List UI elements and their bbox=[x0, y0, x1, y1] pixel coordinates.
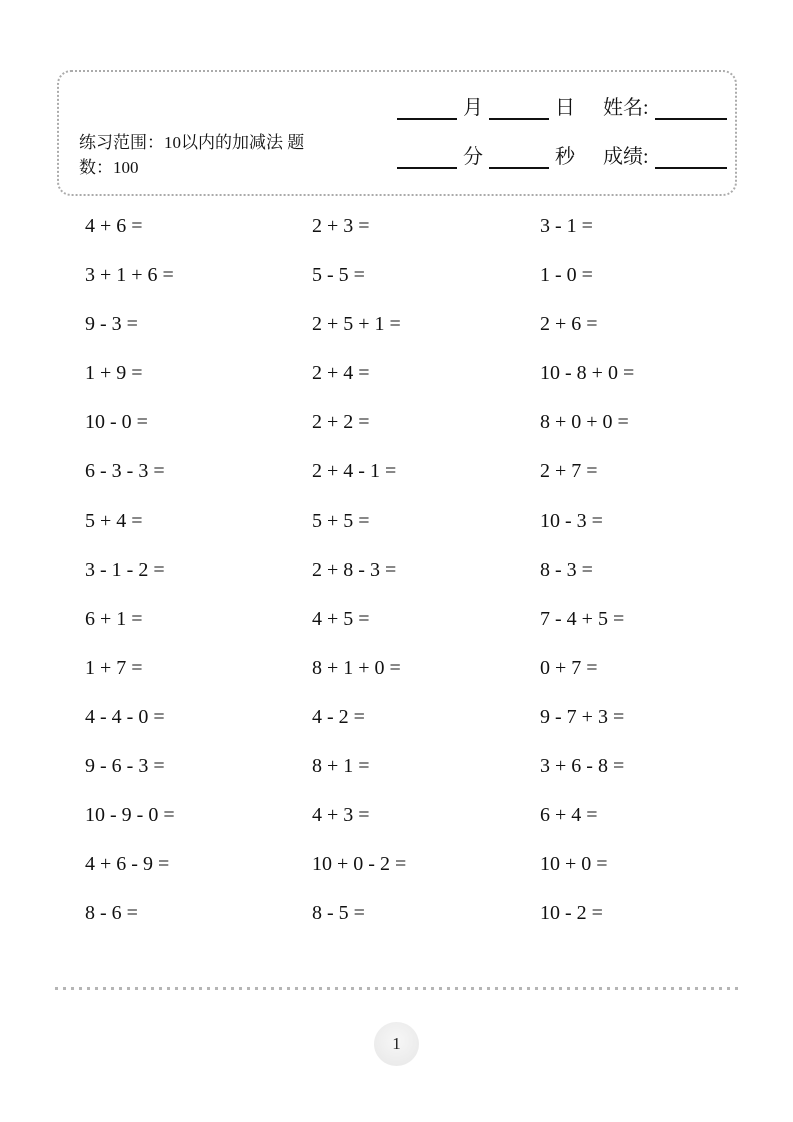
month-label: 月 bbox=[463, 97, 483, 119]
problem: 1 - 0 = bbox=[540, 264, 593, 287]
problem: 4 + 6 - 9 = bbox=[85, 853, 170, 876]
problem: 6 + 1 = bbox=[85, 607, 143, 630]
problem: 8 - 5 = bbox=[312, 902, 365, 925]
time-score-row bbox=[397, 141, 727, 169]
problem: 2 + 8 - 3 = bbox=[312, 558, 397, 581]
problem: 3 + 1 + 6 = bbox=[85, 264, 174, 287]
page-number: 1 bbox=[392, 1034, 401, 1053]
problem: 5 + 4 = bbox=[85, 509, 143, 532]
problem: 2 + 4 - 1 = bbox=[312, 460, 397, 483]
score-blank-line bbox=[655, 145, 727, 169]
month-blank-line bbox=[397, 96, 457, 120]
problem: 8 - 6 = bbox=[85, 902, 138, 925]
problem: 4 + 5 = bbox=[312, 607, 370, 630]
problem: 8 + 1 = bbox=[312, 755, 370, 778]
problem: 0 + 7 = bbox=[540, 656, 598, 679]
problem: 1 + 9 = bbox=[85, 362, 143, 385]
problem: 9 - 7 + 3 = bbox=[540, 705, 625, 728]
problem: 2 + 3 = bbox=[312, 215, 370, 237]
header-box bbox=[57, 70, 737, 196]
problem: 3 - 1 = bbox=[540, 215, 593, 237]
problem: 9 - 6 - 3 = bbox=[85, 755, 165, 778]
problem: 6 + 4 = bbox=[540, 804, 598, 827]
problem: 2 + 7 = bbox=[540, 460, 598, 483]
problem: 4 - 4 - 0 = bbox=[85, 705, 165, 728]
practice-range-label bbox=[79, 130, 304, 180]
problem: 4 + 3 = bbox=[312, 804, 370, 827]
second-label: 秒 bbox=[555, 146, 575, 168]
practice-range-line2: 数：100 bbox=[79, 158, 139, 177]
practice-range-line1: 练习范围：10以内的加减法 题 bbox=[79, 133, 305, 152]
minute-label: 分 bbox=[463, 146, 483, 168]
problem: 7 - 4 + 5 = bbox=[540, 607, 625, 630]
score-label: 成绩: bbox=[603, 146, 649, 168]
problem: 10 - 2 = bbox=[540, 902, 603, 925]
header-fields bbox=[397, 92, 727, 169]
problem: 8 + 0 + 0 = bbox=[540, 411, 629, 434]
problem: 10 - 9 - 0 = bbox=[85, 804, 175, 827]
problem: 10 - 3 = bbox=[540, 509, 603, 532]
problem: 2 + 6 = bbox=[540, 313, 598, 336]
problem: 5 - 5 = bbox=[312, 264, 365, 287]
problem: 5 + 5 = bbox=[312, 509, 370, 532]
problem: 8 + 1 + 0 = bbox=[312, 656, 401, 679]
problem: 2 + 2 = bbox=[312, 411, 370, 434]
problem: 3 - 1 - 2 = bbox=[85, 558, 165, 581]
problem: 3 + 6 - 8 = bbox=[540, 755, 625, 778]
problem: 9 - 3 = bbox=[85, 313, 138, 336]
problem: 2 + 5 + 1 = bbox=[312, 313, 401, 336]
page-number-badge bbox=[374, 1022, 419, 1066]
problem: 4 - 2 = bbox=[312, 705, 365, 728]
minute-blank-line bbox=[397, 145, 457, 169]
problem: 10 - 8 + 0 = bbox=[540, 362, 635, 385]
problem: 6 - 3 - 3 = bbox=[85, 460, 165, 483]
problem: 2 + 4 = bbox=[312, 362, 370, 385]
bottom-dotted-separator bbox=[55, 987, 740, 990]
name-label: 姓名: bbox=[603, 97, 649, 119]
day-blank-line bbox=[489, 96, 549, 120]
problem: 8 - 3 = bbox=[540, 558, 593, 581]
date-name-row bbox=[397, 92, 727, 120]
problem: 10 + 0 = bbox=[540, 853, 608, 876]
problem: 10 - 0 = bbox=[85, 411, 148, 434]
problem: 1 + 7 = bbox=[85, 656, 143, 679]
problems-grid bbox=[85, 212, 745, 948]
name-blank-line bbox=[655, 96, 727, 120]
problem: 4 + 6 = bbox=[85, 215, 143, 237]
problem: 10 + 0 - 2 = bbox=[312, 853, 407, 876]
second-blank-line bbox=[489, 145, 549, 169]
day-label: 日 bbox=[555, 97, 575, 119]
